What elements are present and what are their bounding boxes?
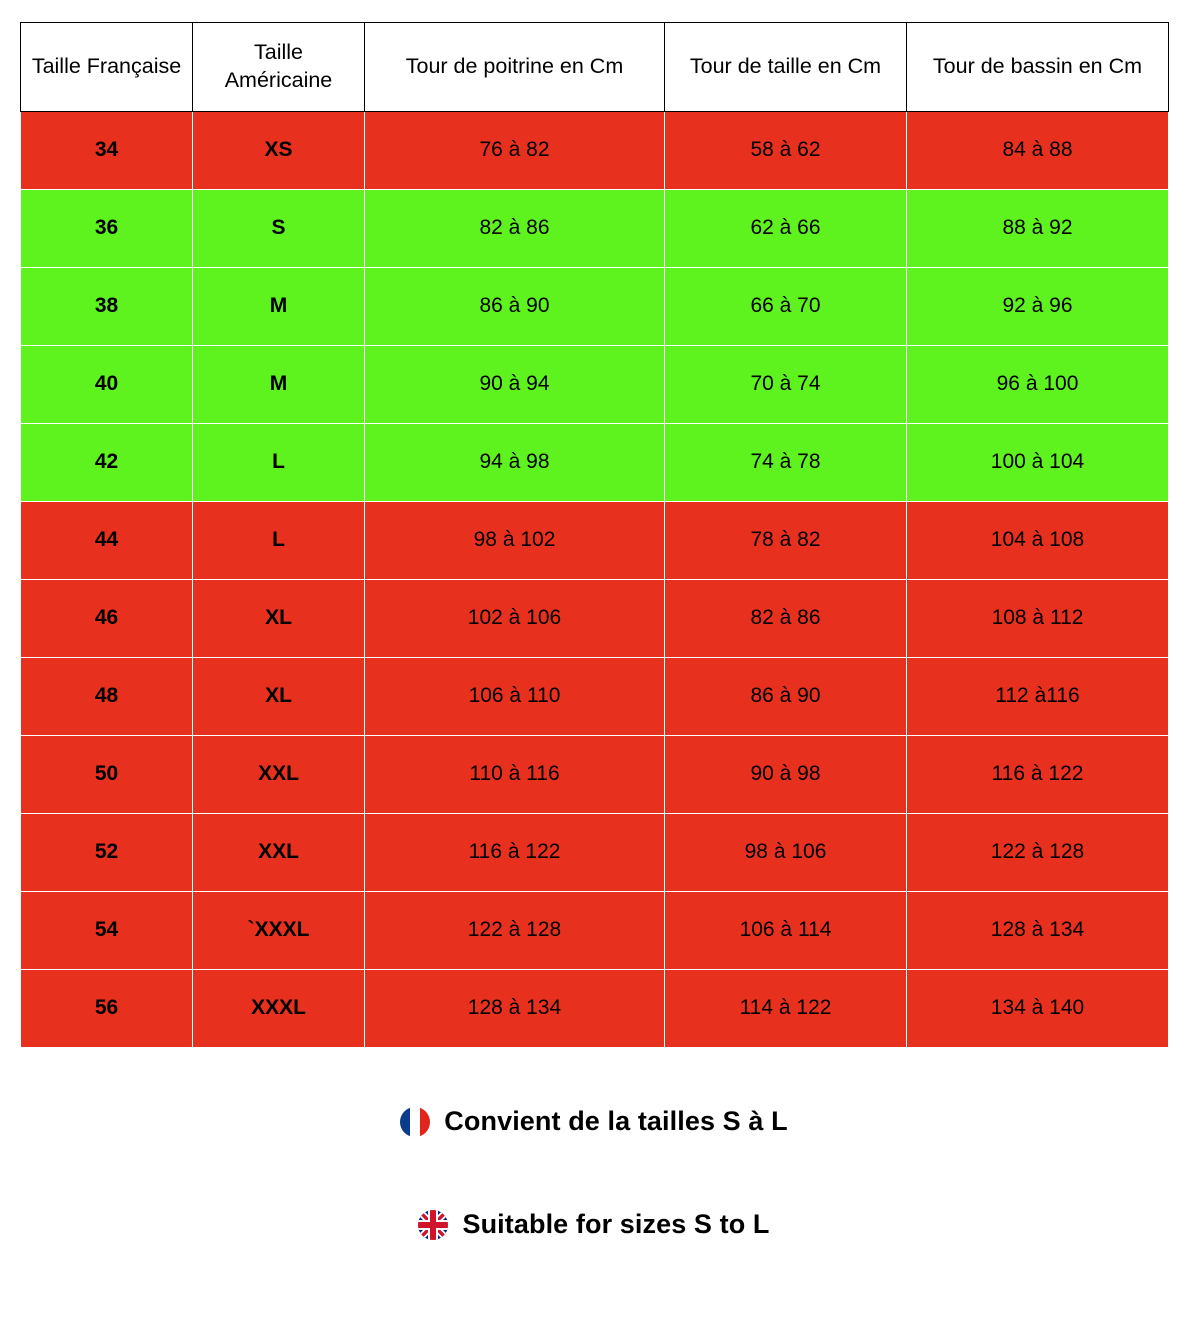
cell-taille-francaise: 52 bbox=[21, 814, 193, 892]
cell-tour-de-taille: 58 à 62 bbox=[665, 112, 907, 190]
cell-taille-francaise: 48 bbox=[21, 658, 193, 736]
footer-text-english: Suitable for sizes S to L bbox=[462, 1209, 770, 1239]
cell-tour-de-bassin: 92 à 96 bbox=[907, 268, 1169, 346]
cell-tour-de-poitrine: 90 à 94 bbox=[365, 346, 665, 424]
cell-tour-de-poitrine: 122 à 128 bbox=[365, 892, 665, 970]
uk-flag-icon bbox=[418, 1210, 448, 1240]
cell-taille-americaine: XL bbox=[193, 580, 365, 658]
cell-taille-francaise: 50 bbox=[21, 736, 193, 814]
cell-taille-americaine: L bbox=[193, 424, 365, 502]
cell-tour-de-bassin: 88 à 92 bbox=[907, 190, 1169, 268]
cell-tour-de-poitrine: 102 à 106 bbox=[365, 580, 665, 658]
cell-taille-americaine: M bbox=[193, 346, 365, 424]
table-row bbox=[21, 658, 1169, 736]
table-row bbox=[21, 736, 1169, 814]
cell-tour-de-bassin: 134 à 140 bbox=[907, 970, 1169, 1048]
cell-taille-francaise: 34 bbox=[21, 112, 193, 190]
cell-tour-de-poitrine: 86 à 90 bbox=[365, 268, 665, 346]
footer-line-french bbox=[20, 1106, 1168, 1137]
cell-tour-de-taille: 70 à 74 bbox=[665, 346, 907, 424]
column-header-tour-de-bassin: Tour de bassin en Cm bbox=[907, 23, 1169, 112]
cell-taille-francaise: 36 bbox=[21, 190, 193, 268]
cell-tour-de-poitrine: 94 à 98 bbox=[365, 424, 665, 502]
cell-taille-francaise: 54 bbox=[21, 892, 193, 970]
cell-tour-de-poitrine: 76 à 82 bbox=[365, 112, 665, 190]
header-row bbox=[21, 23, 1169, 112]
cell-taille-americaine: XXXL bbox=[193, 970, 365, 1048]
cell-tour-de-taille: 74 à 78 bbox=[665, 424, 907, 502]
cell-tour-de-bassin: 108 à 112 bbox=[907, 580, 1169, 658]
cell-tour-de-bassin: 112 à116 bbox=[907, 658, 1169, 736]
cell-taille-francaise: 46 bbox=[21, 580, 193, 658]
cell-tour-de-bassin: 104 à 108 bbox=[907, 502, 1169, 580]
cell-tour-de-poitrine: 128 à 134 bbox=[365, 970, 665, 1048]
cell-tour-de-taille: 114 à 122 bbox=[665, 970, 907, 1048]
footer-notes bbox=[20, 1106, 1168, 1240]
cell-tour-de-poitrine: 110 à 116 bbox=[365, 736, 665, 814]
cell-taille-americaine: XXL bbox=[193, 736, 365, 814]
cell-tour-de-taille: 78 à 82 bbox=[665, 502, 907, 580]
cell-taille-francaise: 38 bbox=[21, 268, 193, 346]
cell-tour-de-bassin: 122 à 128 bbox=[907, 814, 1169, 892]
cell-taille-americaine: XS bbox=[193, 112, 365, 190]
table-row bbox=[21, 970, 1169, 1048]
cell-tour-de-taille: 106 à 114 bbox=[665, 892, 907, 970]
cell-tour-de-bassin: 116 à 122 bbox=[907, 736, 1169, 814]
table-row bbox=[21, 814, 1169, 892]
cell-taille-francaise: 56 bbox=[21, 970, 193, 1048]
footer-line-english bbox=[20, 1209, 1168, 1240]
cell-tour-de-taille: 66 à 70 bbox=[665, 268, 907, 346]
cell-tour-de-taille: 82 à 86 bbox=[665, 580, 907, 658]
cell-taille-americaine: L bbox=[193, 502, 365, 580]
cell-tour-de-poitrine: 98 à 102 bbox=[365, 502, 665, 580]
cell-tour-de-poitrine: 116 à 122 bbox=[365, 814, 665, 892]
column-header-tour-de-taille: Tour de taille en Cm bbox=[665, 23, 907, 112]
table-row bbox=[21, 580, 1169, 658]
cell-tour-de-poitrine: 106 à 110 bbox=[365, 658, 665, 736]
cell-taille-francaise: 42 bbox=[21, 424, 193, 502]
column-header-taille-americaine: Taille Américaine bbox=[193, 23, 365, 112]
french-flag-icon bbox=[400, 1107, 430, 1137]
cell-tour-de-taille: 62 à 66 bbox=[665, 190, 907, 268]
cell-tour-de-bassin: 100 à 104 bbox=[907, 424, 1169, 502]
table-row bbox=[21, 190, 1169, 268]
cell-tour-de-taille: 86 à 90 bbox=[665, 658, 907, 736]
cell-tour-de-taille: 98 à 106 bbox=[665, 814, 907, 892]
table-row bbox=[21, 892, 1169, 970]
cell-taille-americaine: `XXXL bbox=[193, 892, 365, 970]
cell-tour-de-poitrine: 82 à 86 bbox=[365, 190, 665, 268]
cell-taille-americaine: S bbox=[193, 190, 365, 268]
footer-text-french: Convient de la tailles S à L bbox=[444, 1106, 788, 1136]
cell-taille-americaine: M bbox=[193, 268, 365, 346]
cell-taille-francaise: 40 bbox=[21, 346, 193, 424]
cell-taille-americaine: XL bbox=[193, 658, 365, 736]
table-row bbox=[21, 502, 1169, 580]
size-chart-table bbox=[20, 22, 1169, 1048]
cell-taille-francaise: 44 bbox=[21, 502, 193, 580]
cell-tour-de-bassin: 128 à 134 bbox=[907, 892, 1169, 970]
cell-tour-de-bassin: 84 à 88 bbox=[907, 112, 1169, 190]
column-header-tour-de-poitrine: Tour de poitrine en Cm bbox=[365, 23, 665, 112]
table-row bbox=[21, 112, 1169, 190]
table-header bbox=[21, 23, 1169, 112]
cell-tour-de-bassin: 96 à 100 bbox=[907, 346, 1169, 424]
table-row bbox=[21, 424, 1169, 502]
table-row bbox=[21, 268, 1169, 346]
column-header-taille-francaise: Taille Française bbox=[21, 23, 193, 112]
table-body bbox=[21, 112, 1169, 1048]
cell-taille-americaine: XXL bbox=[193, 814, 365, 892]
cell-tour-de-taille: 90 à 98 bbox=[665, 736, 907, 814]
table-row bbox=[21, 346, 1169, 424]
